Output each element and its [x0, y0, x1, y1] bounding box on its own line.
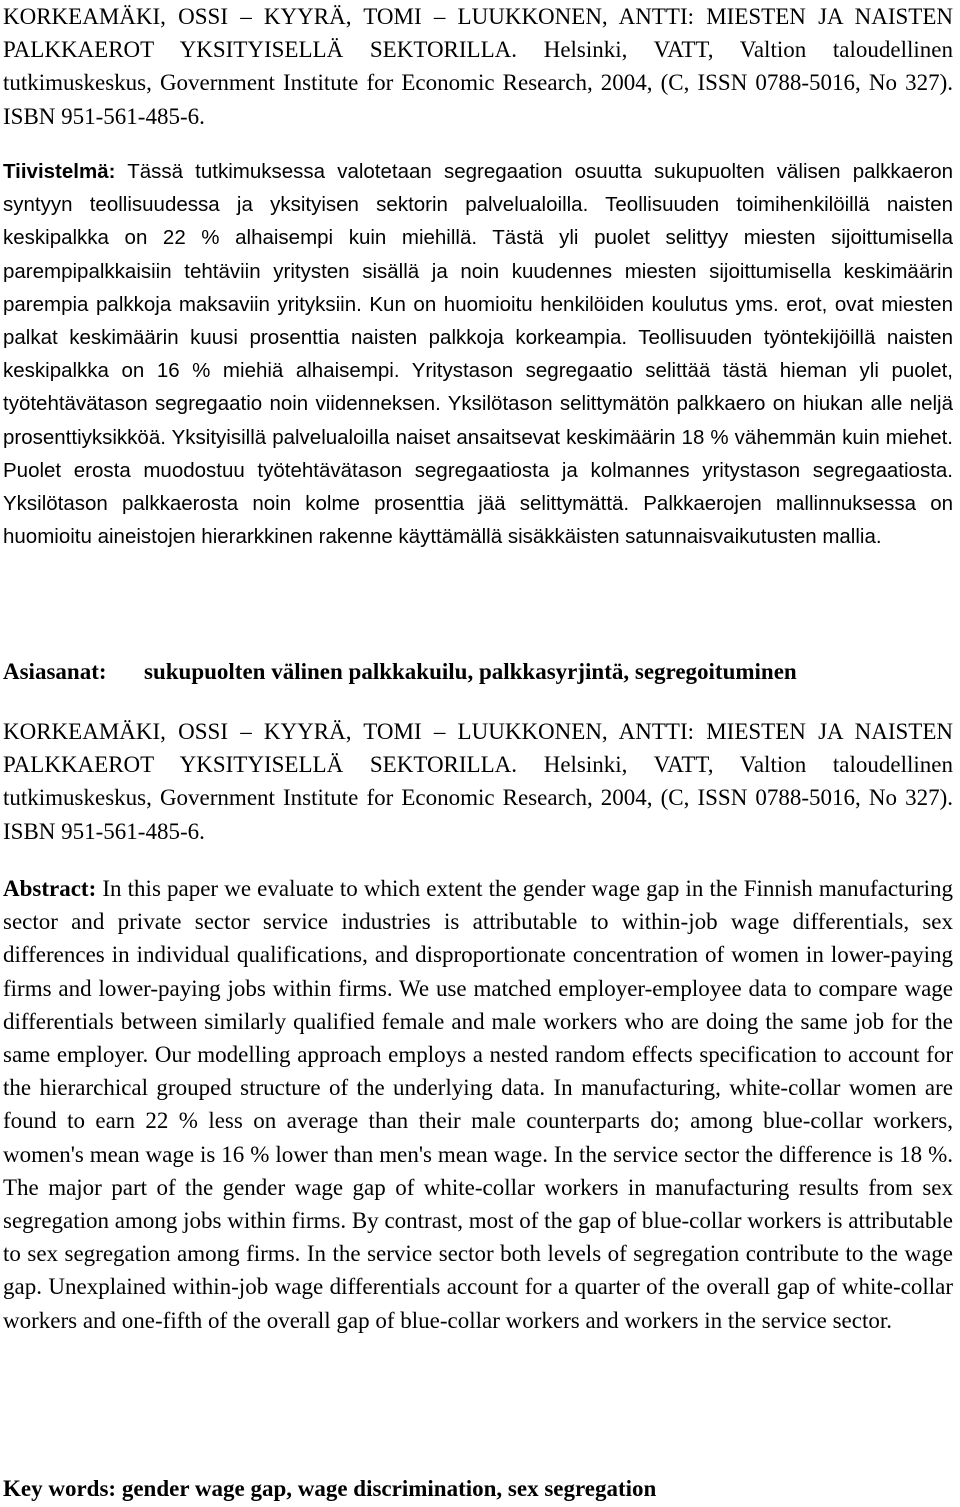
abstract-english-label: Abstract:: [3, 876, 97, 901]
abstract-english-text: In this paper we evaluate to which extent the gender wage gap in the Finnish manufacturing sector and private sector service industries is attributable to within-job wage differentials, sex differences in individual qualifications, and disproportionate concentration of women in lower-paying firms and lower-paying jobs within firms. We use matched employer-employee data to compare wage differentials between similarly qualified female and male workers who are doing the same job for the same employer. Our modelling approach employs a nested random effects specification to account for the hierarchical grouped structure of the underlying data. In manufacturing, white-collar women are found to earn 22 % less on average than their male counterparts do; among blue-collar workers, women's mean wage is 16 % lower than men's mean wage. In the service sector the difference is 18 %. The major part of the gender wage gap of white-collar workers in manufacturing results from sex segregation among jobs within firms. By contrast, most of the gap of blue-collar workers is attributable to sex segregation among firms. In the service sector both levels of segregation contribute to the wage gap. Unexplained within-job wage differentials account for a quarter of the overall gap of white-collar workers and one-fifth of the overall gap of blue-collar workers and workers in the service sector.: [3, 876, 953, 1333]
citation-english: [3, 715, 953, 848]
abstract-english: [3, 872, 953, 1337]
keywords-english-label: Key words:: [3, 1476, 117, 1501]
keywords-finnish-label: Asiasanat:: [3, 659, 107, 684]
abstract-finnish-text: Tässä tutkimuksessa valotetaan segregaation osuutta sukupuolten välisen palkkaeron syntyyn teollisuudessa ja yksityisen sektorin palvelualoilla. Teollisuuden toimihenkilöillä naisten keskipalkka on 22 % alhaisempi kuin miehillä. Tästä yli puolet selittyy miesten sijoittumisella parempipalkkaisiin tehtäviin yritysten sisällä ja noin kuudennes miesten sijoittumisella keskimäärin parempia palkkoja maksaviin yrityksiin. Kun on huomioitu henkilöiden koulutus yms. erot, ovat miesten palkat keskimäärin kuusi prosenttia naisten palkkoja korkeampia. Teollisuuden työntekijöillä naisten keskipalkka on 16 % miehiä alhaisempi. Yritystason segregaatio selittää tästä hieman yli puolet, työtehtävätason segregaatio noin viidenneksen. Yksilötason selittymätön palkkaero on hiukan alle neljä prosenttiyksikköä. Yksityisillä palvelualoilla naiset ansaitsevat keskimäärin 18 % vähemmän kuin miehet. Puolet erosta muodostuu työtehtävätason segregaatiosta ja kolmannes yritystason segregaatiosta. Yksilötason palkkaerosta noin kolme prosenttia jää selittymättä. Palkkaerojen mallinnuksessa on huomioitu aineistojen hierarkkinen rakenne käyttämällä sisäkkäisten satunnaisvaikutusten mallia.: [3, 160, 953, 549]
abstract-finnish: [3, 155, 953, 553]
keywords-english-text: gender wage gap, wage discrimination, sex segregation: [121, 1476, 657, 1501]
keywords-finnish: [3, 655, 953, 688]
keywords-finnish-text: sukupuolten välinen palkkakuilu, palkkasyrjintä, segregoituminen: [144, 659, 797, 684]
abstract-finnish-label: Tiivistelmä:: [3, 160, 116, 183]
citation-finnish: [3, 0, 953, 133]
citation-finnish-text: KORKEAMÄKI, OSSI – KYYRÄ, TOMI – LUUKKONEN, ANTTI: MIESTEN JA NAISTEN PALKKAEROT YKSITYISELLÄ SEKTORILLA. Helsinki, VATT, Valtion taloudellinen tutkimuskeskus, Government Institute for Economic Research, 2004, (C, ISSN 0788-5016, No 327). ISBN 951-561-485-6.: [3, 4, 953, 129]
citation-english-text: KORKEAMÄKI, OSSI – KYYRÄ, TOMI – LUUKKONEN, ANTTI: MIESTEN JA NAISTEN PALKKAEROT YKSITYISELLÄ SEKTORILLA. Helsinki, VATT, Valtion taloudellinen tutkimuskeskus, Government Institute for Economic Research, 2004, (C, ISSN 0788-5016, No 327). ISBN 951-561-485-6.: [3, 719, 953, 844]
keywords-english: [3, 1472, 953, 1505]
